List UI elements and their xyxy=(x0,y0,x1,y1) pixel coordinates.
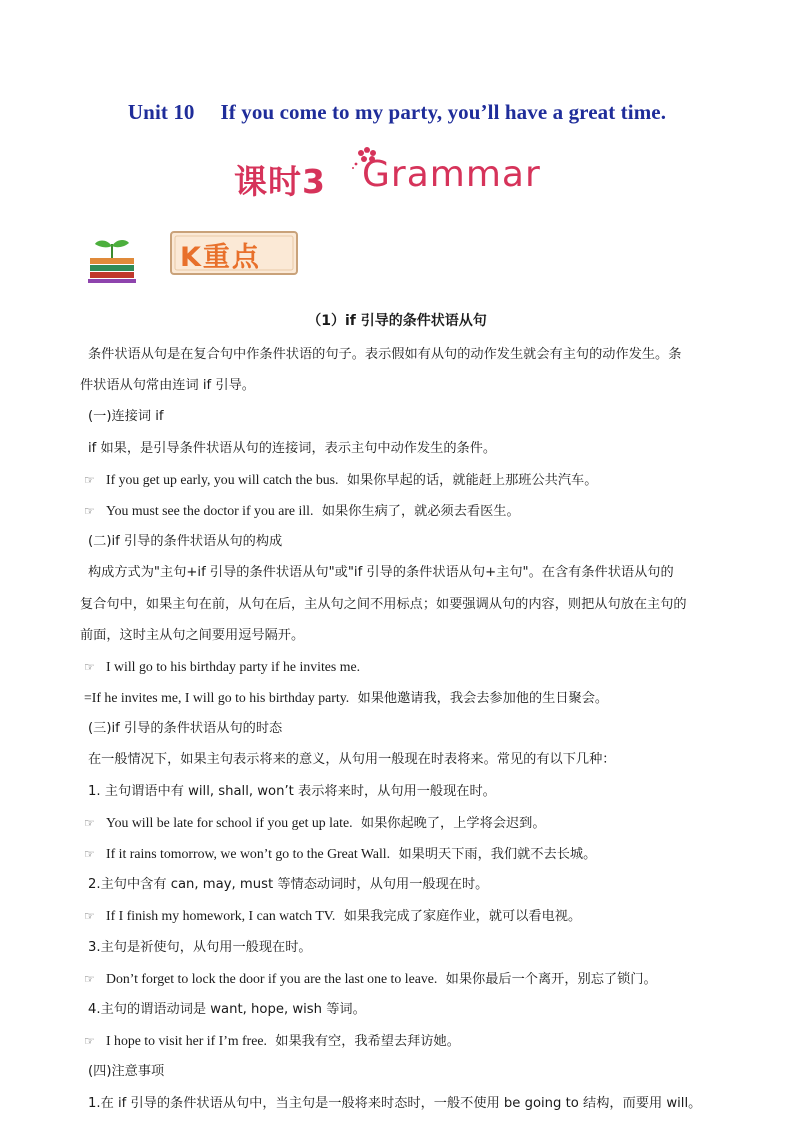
lesson-number: 课时3 xyxy=(234,162,326,201)
paragraph-line: 在一般情况下，如果主句表示将来的意义，从句用一般现在时表将来。常见的有以下几种： xyxy=(88,752,616,768)
example-sentence xyxy=(84,900,724,931)
key-points-badge xyxy=(168,229,300,277)
example-chinese: 如果你早起的话，就能赶上那班公共汽车。 xyxy=(338,472,598,488)
example-english: You will be late for school if you get up late. xyxy=(106,814,353,830)
example-english: If you get up early, you will catch the bus. xyxy=(106,471,339,487)
example-english: I will go to his birthday party if he invites me. xyxy=(106,658,361,674)
example-sentence xyxy=(84,651,724,682)
pointing-hand-icon: ☞ xyxy=(84,503,95,518)
lesson-heading xyxy=(232,150,562,200)
example-sentence xyxy=(84,464,724,495)
badge-label: K重点 xyxy=(180,242,261,273)
paragraph-line: if 如果，是引导条件状语从句的连接词，表示主句中动作发生的条件。 xyxy=(88,440,497,456)
paragraph-line: 前面，这时主从句之间要用逗号隔开。 xyxy=(80,627,305,643)
example-sentence xyxy=(84,838,724,869)
pointing-hand-icon: ☞ xyxy=(84,659,95,674)
paragraph-line: (三)if 引导的条件状语从句的时态 xyxy=(88,721,283,737)
paragraph-line: 件状语从句常由连词 if 引导。 xyxy=(80,378,255,394)
paragraph-line: (一)连接词 if xyxy=(88,409,164,425)
example-sentence xyxy=(84,963,724,994)
section-title: （1）if 引导的条件状语从句 xyxy=(307,313,487,329)
example-chinese: 如果你生病了，就必须去看医生。 xyxy=(313,503,520,519)
paragraph-line: (四)注意事项 xyxy=(88,1064,165,1080)
example-chinese: 如果明天下雨，我们就不去长城。 xyxy=(390,847,597,862)
example-english: If I finish my homework, I can watch TV. xyxy=(106,908,336,924)
paragraph-line: (二)if 引导的条件状语从句的构成 xyxy=(88,534,283,550)
paragraph-line: 3.主句是祈使句，从句用一般现在时。 xyxy=(88,939,312,955)
paragraph-line: 1.在 if 引导的条件状语从句中，当主句是一般将来时态时，一般不使用 be going to 结构，而要用 will。 xyxy=(88,1095,702,1111)
example-chinese: 如果我有空，我希望去拜访她。 xyxy=(266,1034,460,1050)
unit-sentence: If you come to my party, you’ll have a great time. xyxy=(220,100,667,124)
example-english: Don’t forget to lock the door if you are the last one to leave. xyxy=(106,970,438,986)
example-chinese: 如果你起晚了，上学将会迟到。 xyxy=(352,815,546,831)
paragraph-line: 1. 主句谓语中有 will, shall, won’t 表示将来时，从句用一般现在时。 xyxy=(88,783,496,799)
example-sentence xyxy=(84,495,724,526)
paragraph-line: 条件状语从句是在复合句中作条件状语的句子。表示假如有从句的动作发生就会有主句的动作发生。条 xyxy=(88,347,682,362)
pointing-hand-icon: ☞ xyxy=(84,1034,95,1049)
pointing-hand-icon: ☞ xyxy=(84,971,95,986)
example-sentence xyxy=(84,807,724,838)
paragraph-line: 4.主句的谓语动词是 want, hope, wish 等词。 xyxy=(88,1001,366,1017)
example-english: You must see the doctor if you are ill. xyxy=(106,502,314,518)
unit-title xyxy=(0,100,794,125)
example-english: If it rains tomorrow, we won’t go to the Great Wall. xyxy=(106,846,391,861)
example-english: I hope to visit her if I’m free. xyxy=(106,1033,267,1049)
book-stack-icon xyxy=(86,234,138,286)
paragraph-line: 2.主句中含有 can, may, must 等情态动词时，从句用一般现在时。 xyxy=(88,877,489,893)
sprout-icon xyxy=(95,240,129,258)
example-english: =If he invites me, I will go to his birthday party. xyxy=(84,690,350,706)
paragraph-line: 复合句中，如果主句在前，从句在后，主从句之间不用标点；如要强调从句的内容，则把从句放在主句的 xyxy=(80,596,687,612)
paragraph-line: 构成方式为"主句+if 引导的条件状语从句"或"if 引导的条件状语从句+主句"。在含有条件状语从句的 xyxy=(88,565,674,581)
pointing-hand-icon: ☞ xyxy=(84,815,95,830)
pointing-hand-icon: ☞ xyxy=(84,472,95,487)
equivalent-example xyxy=(84,682,724,713)
example-sentence xyxy=(84,1025,724,1056)
lesson-topic: Grammar xyxy=(362,154,541,195)
pointing-hand-icon: ☞ xyxy=(84,909,95,924)
example-chinese: 如果你最后一个离开，别忘了锁门。 xyxy=(437,971,657,987)
unit-label: Unit 10 xyxy=(127,100,195,124)
pointing-hand-icon: ☞ xyxy=(84,847,95,861)
content-body xyxy=(80,339,724,1119)
example-chinese: 如果我完成了家庭作业，就可以看电视。 xyxy=(335,909,582,925)
example-chinese: 如果他邀请我，我会去参加他的生日聚会。 xyxy=(349,691,609,707)
